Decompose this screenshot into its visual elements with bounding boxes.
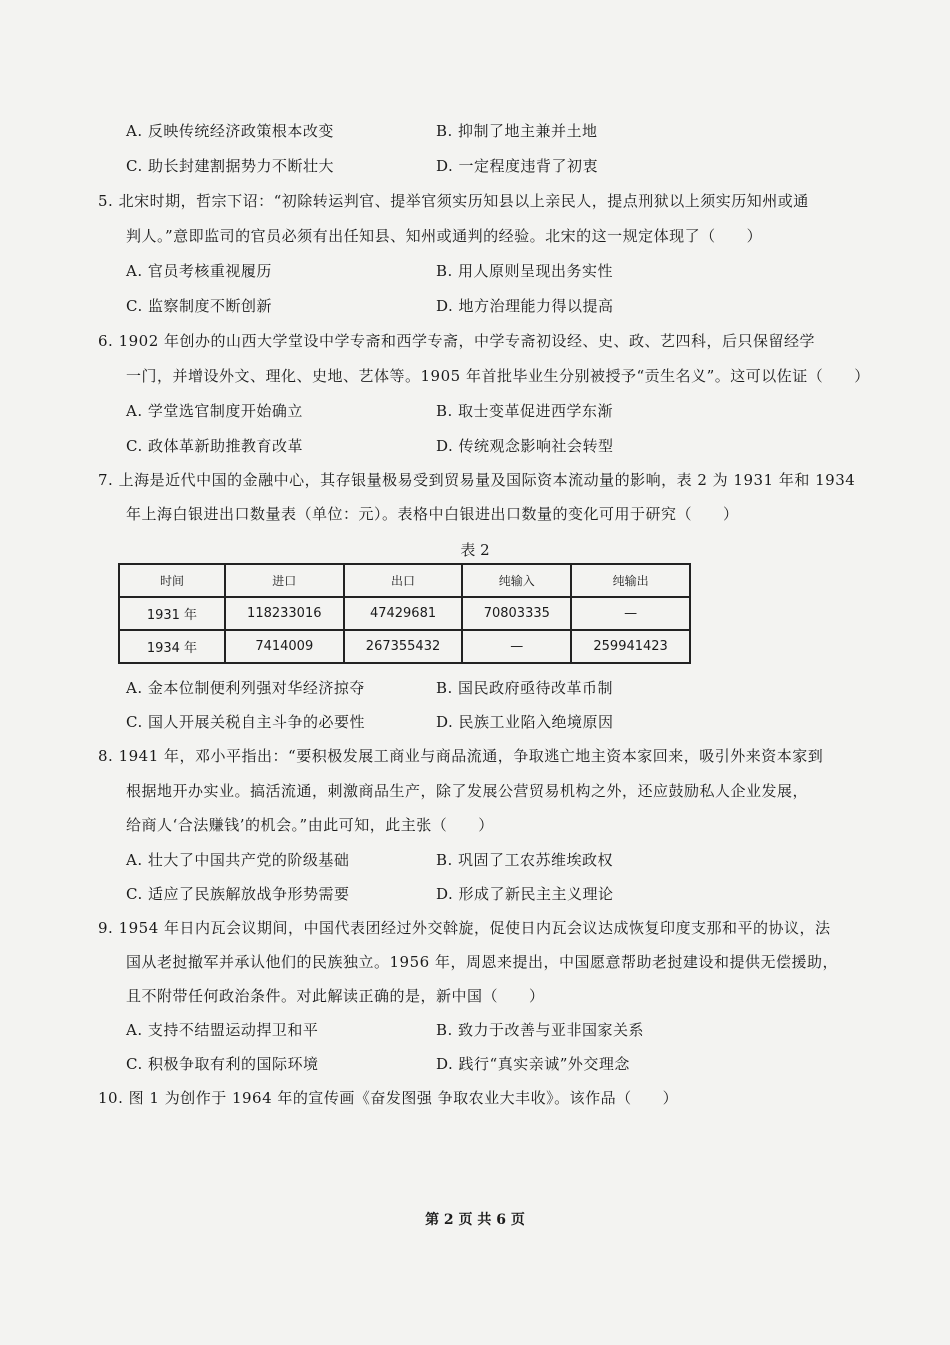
silver-trade-table <box>118 563 691 664</box>
table-header-cell: 出口 <box>344 564 463 597</box>
table-header-cell: 进口 <box>225 564 344 597</box>
table-header-cell: 时间 <box>119 564 225 597</box>
q6-option-b: B. 取士变革促进西学东渐 <box>436 402 614 420</box>
q10-stem-line1: 10. 图 1 为创作于 1964 年的宣传画《奋发图强 争取农业大丰收》。该作品（ ） <box>98 1089 679 1107</box>
table-header-cell: 纯输入 <box>462 564 571 597</box>
q8-option-d: D. 形成了新民主主义理论 <box>436 885 614 903</box>
q9-stem-line2: 国从老挝撤军并承认他们的民族独立。1956 年，周恩来提出，中国愿意帮助老挝建设和提供无偿援助， <box>126 953 838 971</box>
q5-stem-line1: 5. 北宋时期，哲宗下诏：“初除转运判官、提举官须实历知县以上亲民人，提点刑狱以上须实历知州或通 <box>98 192 809 210</box>
q4-option-c: C. 助长封建割据势力不断壮大 <box>126 157 334 175</box>
q5-stem-line2: 判人。”意即监司的官员必须有出任知县、知州或通判的经验。北宋的这一规定体现了（ ） <box>126 227 763 245</box>
q8-stem-line3: 给商人‘合法赚钱’的机会。”由此可知，此主张（ ） <box>126 816 494 834</box>
q9-option-a: A. 支持不结盟运动捍卫和平 <box>126 1021 319 1039</box>
q8-option-b: B. 巩固了工农苏维埃政权 <box>436 851 614 869</box>
q9-stem-line1: 9. 1954 年日内瓦会议期间，中国代表团经过外交斡旋，促使日内瓦会议达成恢复印度支那和平的协议，法 <box>98 919 831 937</box>
table-cell: 70803335 <box>462 597 571 630</box>
table-cell: — <box>571 597 690 630</box>
table-cell: 118233016 <box>225 597 344 630</box>
q5-option-a: A. 官员考核重视履历 <box>126 262 272 280</box>
table-cell: 1934 年 <box>119 630 225 663</box>
q9-option-d: D. 践行“真实亲诚”外交理念 <box>436 1055 630 1073</box>
q6-stem-line1: 6. 1902 年创办的山西大学堂设中学专斋和西学专斋，中学专斋初设经、史、政、艺四科，后只保留经学 <box>98 332 816 350</box>
q4-option-d: D. 一定程度违背了初衷 <box>436 157 599 175</box>
q8-option-c: C. 适应了民族解放战争形势需要 <box>126 885 350 903</box>
q5-option-b: B. 用人原则呈现出务实性 <box>436 262 614 280</box>
table-cell: 259941423 <box>571 630 690 663</box>
q8-option-a: A. 壮大了中国共产党的阶级基础 <box>126 851 350 869</box>
table-cell: 47429681 <box>344 597 463 630</box>
q9-option-c: C. 积极争取有利的国际环境 <box>126 1055 319 1073</box>
q6-option-d: D. 传统观念影响社会转型 <box>436 437 614 455</box>
q8-stem-line2: 根据地开办实业。搞活流通，刺激商品生产，除了发展公营贸易机构之外，还应鼓励私人企业发展， <box>126 782 809 800</box>
q7-stem-line2: 年上海白银进出口数量表（单位：元）。表格中白银进出口数量的变化可用于研究（ ） <box>126 505 739 523</box>
table-cell: 267355432 <box>344 630 463 663</box>
table-cell: 7414009 <box>225 630 344 663</box>
table-header-row <box>119 564 690 597</box>
q5-option-d: D. 地方治理能力得以提高 <box>436 297 614 315</box>
q8-stem-line1: 8. 1941 年，邓小平指出：“要积极发展工商业与商品流通，争取逃亡地主资本家回来，吸引外来资本家到 <box>98 747 824 765</box>
q4-option-a: A. 反映传统经济政策根本改变 <box>126 122 334 140</box>
q6-stem-line2: 一门，并增设外文、理化、史地、艺体等。1905 年首批毕业生分别被授予“贡生名义”。这可以佐证（ ） <box>126 367 870 385</box>
table-cell: — <box>462 630 571 663</box>
page-number: 第 2 页 共 6 页 <box>425 1212 525 1228</box>
table-cell: 1931 年 <box>119 597 225 630</box>
table-row <box>119 630 690 663</box>
table-header-cell: 纯输出 <box>571 564 690 597</box>
q4-option-b: B. 抑制了地主兼并土地 <box>436 122 598 140</box>
q6-option-a: A. 学堂选官制度开始确立 <box>126 402 303 420</box>
table-caption: 表 2 <box>460 541 490 559</box>
q7-stem-line1: 7. 上海是近代中国的金融中心，其存银量极易受到贸易量及国际资本流动量的影响，表 2 为 1931 年和 1934 <box>98 471 856 489</box>
table-row <box>119 597 690 630</box>
q7-option-d: D. 民族工业陷入绝境原因 <box>436 713 614 731</box>
q9-option-b: B. 致力于改善与亚非国家关系 <box>436 1021 645 1039</box>
q9-stem-line3: 且不附带任何政治条件。对此解读正确的是，新中国（ ） <box>126 987 545 1005</box>
q6-option-c: C. 政体革新助推教育改革 <box>126 437 303 455</box>
q5-option-c: C. 监察制度不断创新 <box>126 297 272 315</box>
q7-option-c: C. 国人开展关税自主斗争的必要性 <box>126 713 365 731</box>
q7-option-a: A. 金本位制便利列强对华经济掠夺 <box>126 679 365 697</box>
q7-option-b: B. 国民政府亟待改革币制 <box>436 679 614 697</box>
